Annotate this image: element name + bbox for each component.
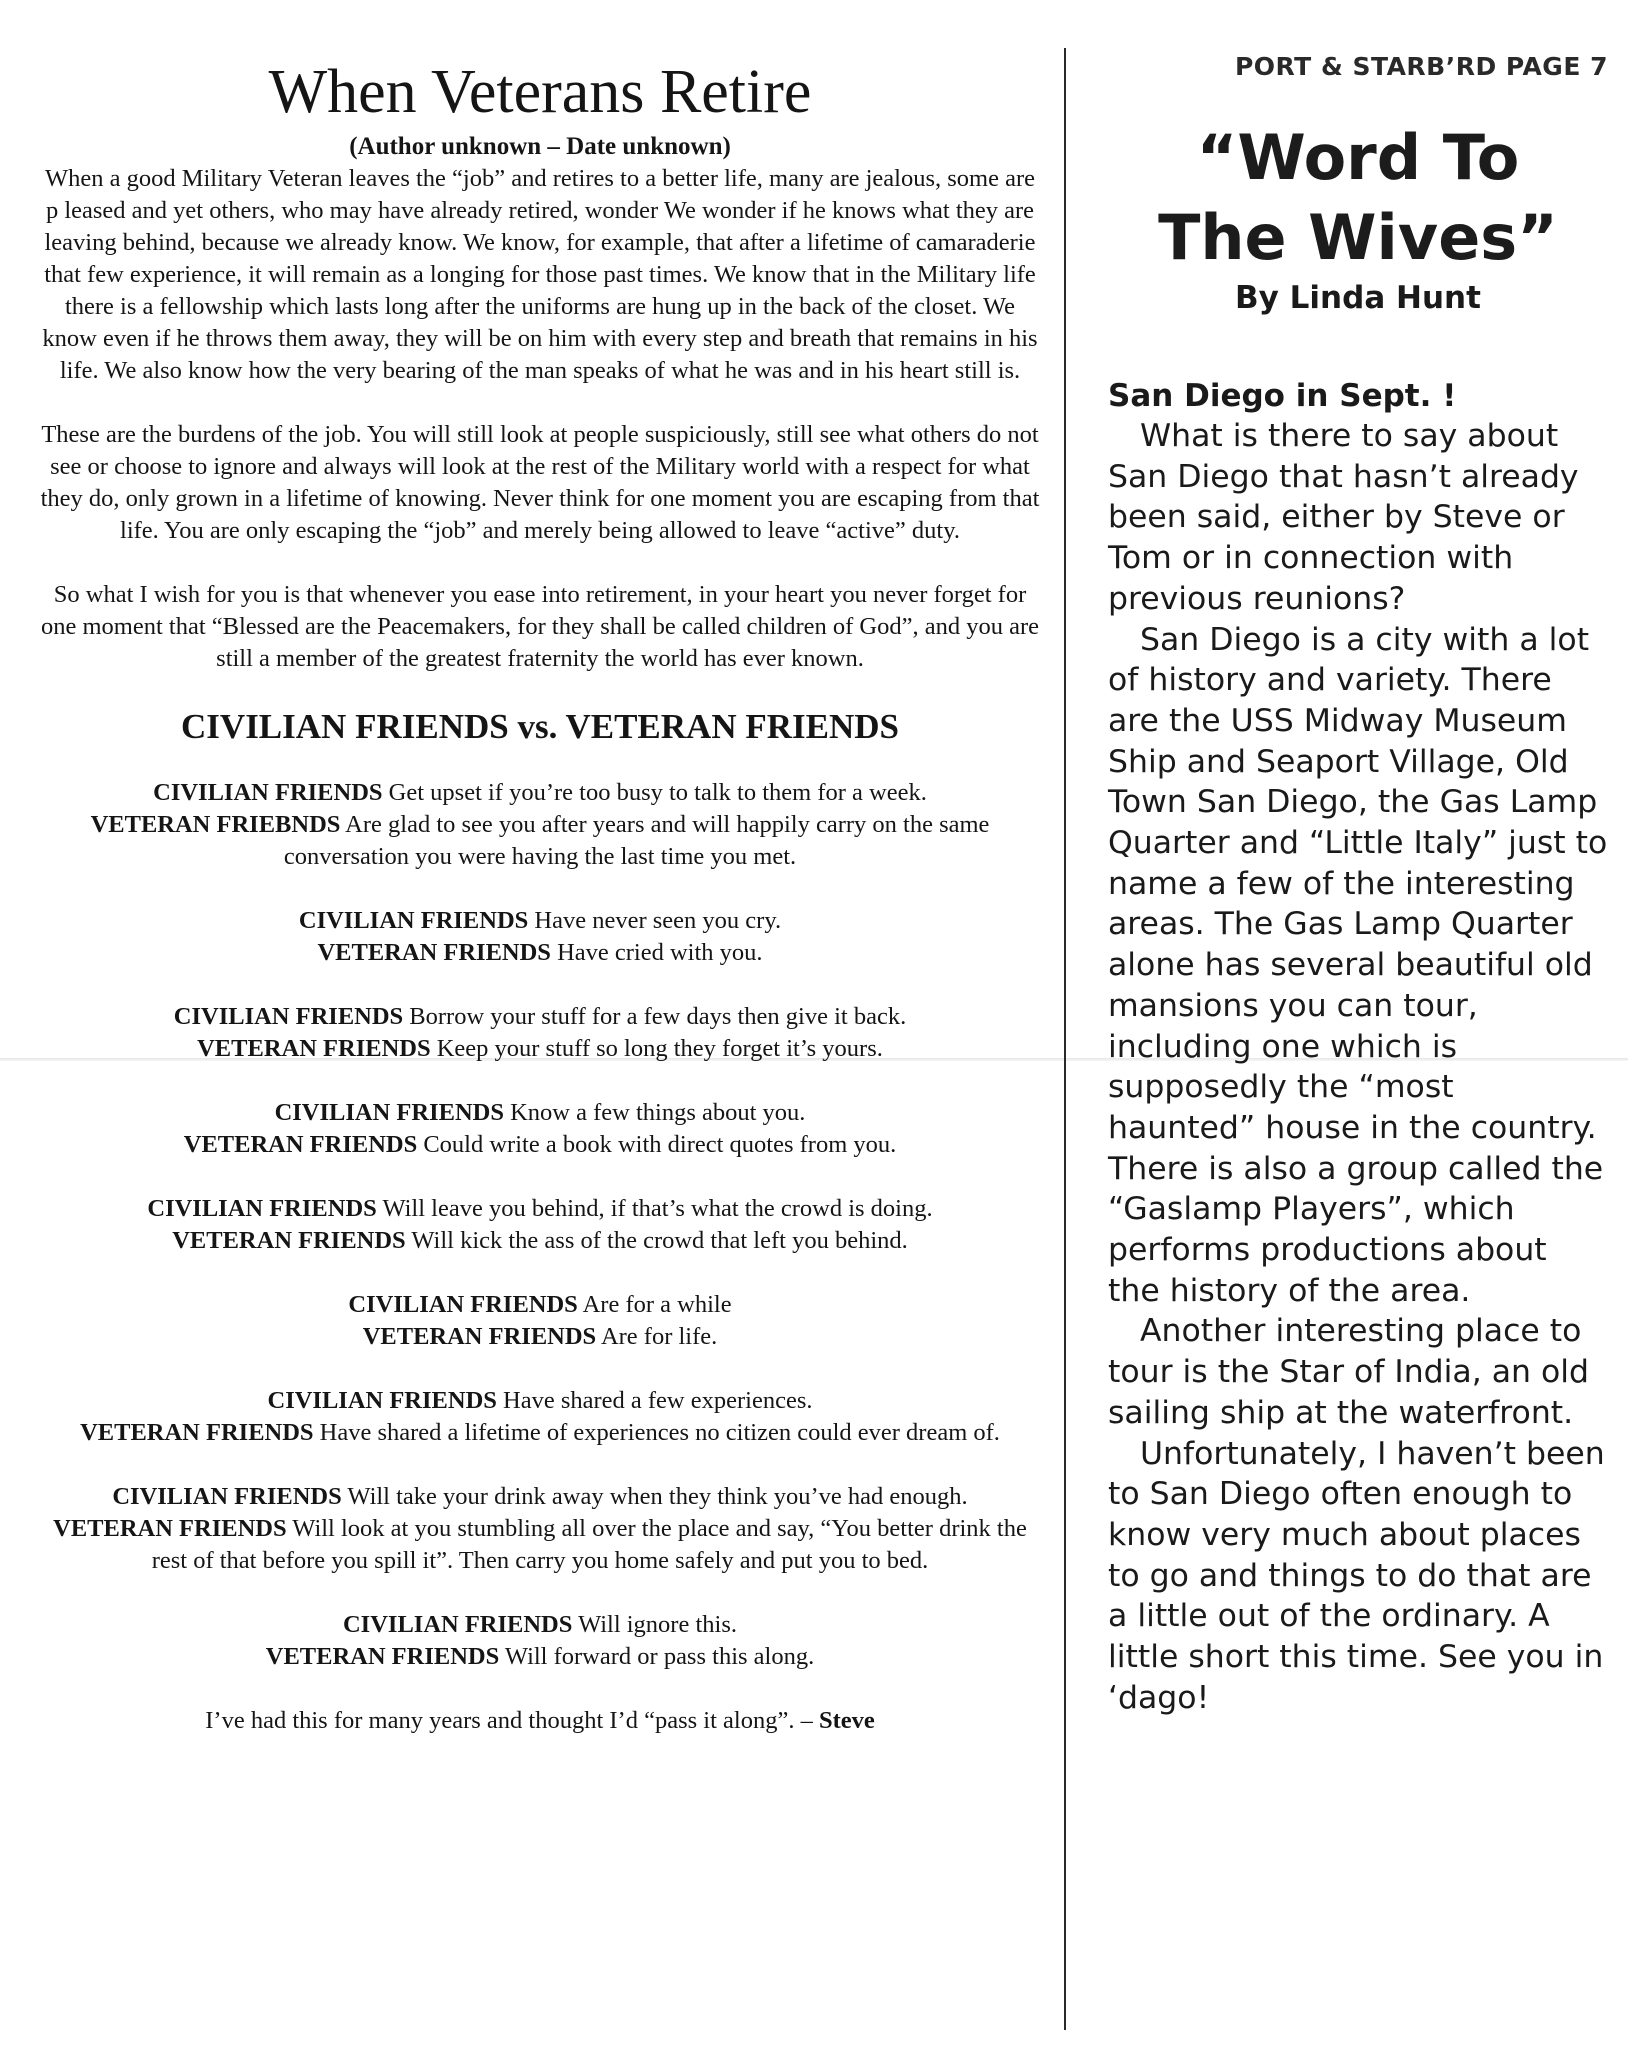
- civilian-text: Have never seen you cry.: [534, 907, 782, 934]
- column-paragraph: San Diego is a city with a lot of history and variety. There are the USS Midway Museum Ship and Seaport Village, Old Town San Diego, the Gas Lamp Quarter and “Little Italy” just to name a few of the interesting areas. The Gas Lamp Quarter alone has several beautiful old mansions you can tour, including one which is supposedly the “most haunted” house in the country. There is also a group called the “Gaslamp Players”, which performs productions about the history of the area.: [1108, 621, 1608, 1309]
- veteran-text: Keep your stuff so long they forget it’s yours.: [436, 1035, 883, 1062]
- civilian-label: CIVILIAN FRIENDS: [173, 1003, 404, 1030]
- veteran-label: VETERAN FRIENDS: [183, 1131, 418, 1158]
- civilian-label: CIVILIAN FRIENDS: [298, 907, 529, 934]
- civilian-label: CIVILIAN FRIENDS: [147, 1195, 377, 1222]
- comparison-pair: [40, 905, 1040, 969]
- column-byline: By Linda Hunt: [1235, 280, 1481, 316]
- page-label: PORT & STARB’RD PAGE 7: [1234, 52, 1608, 81]
- comparison-pair: [40, 1481, 1040, 1577]
- friends-subhead: CIVILIAN FRIENDS vs. VETERAN FRIENDS: [181, 707, 899, 746]
- veteran-text: Have shared a lifetime of experiences no citizen could ever dream of.: [319, 1419, 1000, 1446]
- column-divider: [1064, 48, 1066, 2030]
- comparison-pair: [40, 1385, 1040, 1449]
- civilian-text: Will take your drink away when they think you’ve had enough.: [347, 1483, 968, 1510]
- veteran-text: Will look at you stumbling all over the place and say, “You better drink the rest of that before you spill it”. Then carry you home safely and put you to bed.: [151, 1515, 1027, 1574]
- comparison-pair: [40, 777, 1040, 873]
- article-paragraph: So what I wish for you is that whenever you ease into retirement, in your heart you never forget for one moment that “Blessed are the Peacemakers, for they shall be called children of God”, and you are still a member of the greatest fraternity the world has ever known.: [41, 581, 1039, 672]
- comparison-pair: [40, 1097, 1040, 1161]
- civilian-text: Know a few things about you.: [510, 1099, 806, 1126]
- article-byline: (Author unknown – Date unknown): [349, 133, 731, 160]
- veteran-label: VETERAN FRIENDS: [265, 1643, 500, 1670]
- veteran-text: Have cried with you.: [557, 939, 763, 966]
- civilian-label: CIVILIAN FRIENDS: [348, 1291, 578, 1318]
- civilian-label: CIVILIAN FRIENDS: [267, 1387, 497, 1414]
- civilian-label: CIVILIAN FRIENDS: [112, 1483, 342, 1510]
- article-title: When Veterans Retire: [268, 58, 812, 126]
- civilian-label: CIVILIAN FRIENDS: [342, 1611, 573, 1638]
- veteran-text: Will forward or pass this along.: [504, 1643, 815, 1670]
- veteran-label: VETERAN FRIENDS: [197, 1035, 431, 1062]
- column-title: [1108, 118, 1608, 278]
- paragraph-gap: [40, 547, 1040, 579]
- column-paragraph: Unfortunately, I haven’t been to San Diego often enough to know very much about places to go and things to do that are a little out of the ordinary. A little short this time. See you in ‘dago!: [1108, 1435, 1605, 1716]
- comparison-pair: [40, 1289, 1040, 1353]
- article-paragraph: These are the burdens of the job. You will still look at people suspiciously, still see what others do not see or choose to ignore and always will look at the rest of the Military world with a respect for what they do, only grown in a lifetime of knowing. Never think for one moment you are escaping from that life. You are only escaping the “job” and merely being allowed to leave “active” duty.: [40, 421, 1040, 544]
- article-paragraph: When a good Military Veteran leaves the “job” and retires to a better life, many are jealous, some are p leased and yet others, who may have already retired, wonder We wonder if he knows what they are leaving behind, because we already know. We know, for example, that after a lifetime of camaraderie that few experience, it will remain as a longing for those past times. We know that in the Military life there is a fellowship which lasts long after the uniforms are hung up in the back of the closet. We know even if he throws them away, they will be on him with every step and breath that remains in his life. We also know how the very bearing of the man speaks of what he was and in his heart still is.: [42, 165, 1038, 384]
- paragraph-gap: [40, 387, 1040, 419]
- comparison-pair: [40, 1609, 1040, 1673]
- column-title-line: “Word To: [1196, 121, 1520, 194]
- veterans-article: [40, 55, 1040, 1737]
- column-paragraph: What is there to say about San Diego that hasn’t already been said, either by Steve or Tom or in connection with previous reunions?: [1108, 418, 1579, 617]
- signoff-name: Steve: [818, 1707, 875, 1734]
- civilian-text: Have shared a few experiences.: [503, 1387, 813, 1414]
- civilian-text: Will leave you behind, if that’s what the crowd is doing.: [382, 1195, 933, 1222]
- veteran-label: VETERAN FRIENDS: [80, 1419, 314, 1446]
- veteran-text: Are glad to see you after years and will happily carry on the same conversation you were having the last time you met.: [283, 811, 990, 870]
- signoff-text: I’ve had this for many years and thought I’d “pass it along”. –: [205, 1707, 813, 1734]
- civilian-text: Get upset if you’re too busy to talk to them for a week.: [388, 779, 927, 806]
- veteran-label: VETERAN FRIENDS: [317, 939, 551, 966]
- civilian-label: CIVILIAN FRIENDS: [274, 1099, 504, 1126]
- civilian-text: Are for a while: [582, 1291, 732, 1318]
- veteran-text: Could write a book with direct quotes from you.: [423, 1131, 897, 1158]
- civilian-text: Will ignore this.: [578, 1611, 737, 1638]
- veteran-label: VETERAN FRIENDS: [172, 1227, 406, 1254]
- column-paragraph: Another interesting place to tour is the Star of India, an old sailing ship at the waterfront.: [1108, 1313, 1590, 1431]
- signoff: [40, 1705, 1040, 1737]
- veteran-text: Are for life.: [600, 1323, 718, 1350]
- comparison-pair: [40, 1193, 1040, 1257]
- veteran-text: Will kick the ass of the crowd that left you behind.: [411, 1227, 908, 1254]
- column-title-line: The Wives”: [1158, 201, 1558, 274]
- column-subhead: San Diego in Sept. !: [1108, 378, 1457, 414]
- civilian-text: Borrow your stuff for a few days then give it back.: [409, 1003, 907, 1030]
- wives-column: [1108, 50, 1608, 1719]
- civilian-label: CIVILIAN FRIENDS: [153, 779, 383, 806]
- friends-comparison-list: [40, 777, 1040, 1673]
- veteran-label: VETERAN FRIENDS: [53, 1515, 287, 1542]
- comparison-pair: [40, 1001, 1040, 1065]
- veteran-label: VETERAN FRIENDS: [362, 1323, 597, 1350]
- veteran-label: VETERAN FRIEBNDS: [90, 811, 341, 838]
